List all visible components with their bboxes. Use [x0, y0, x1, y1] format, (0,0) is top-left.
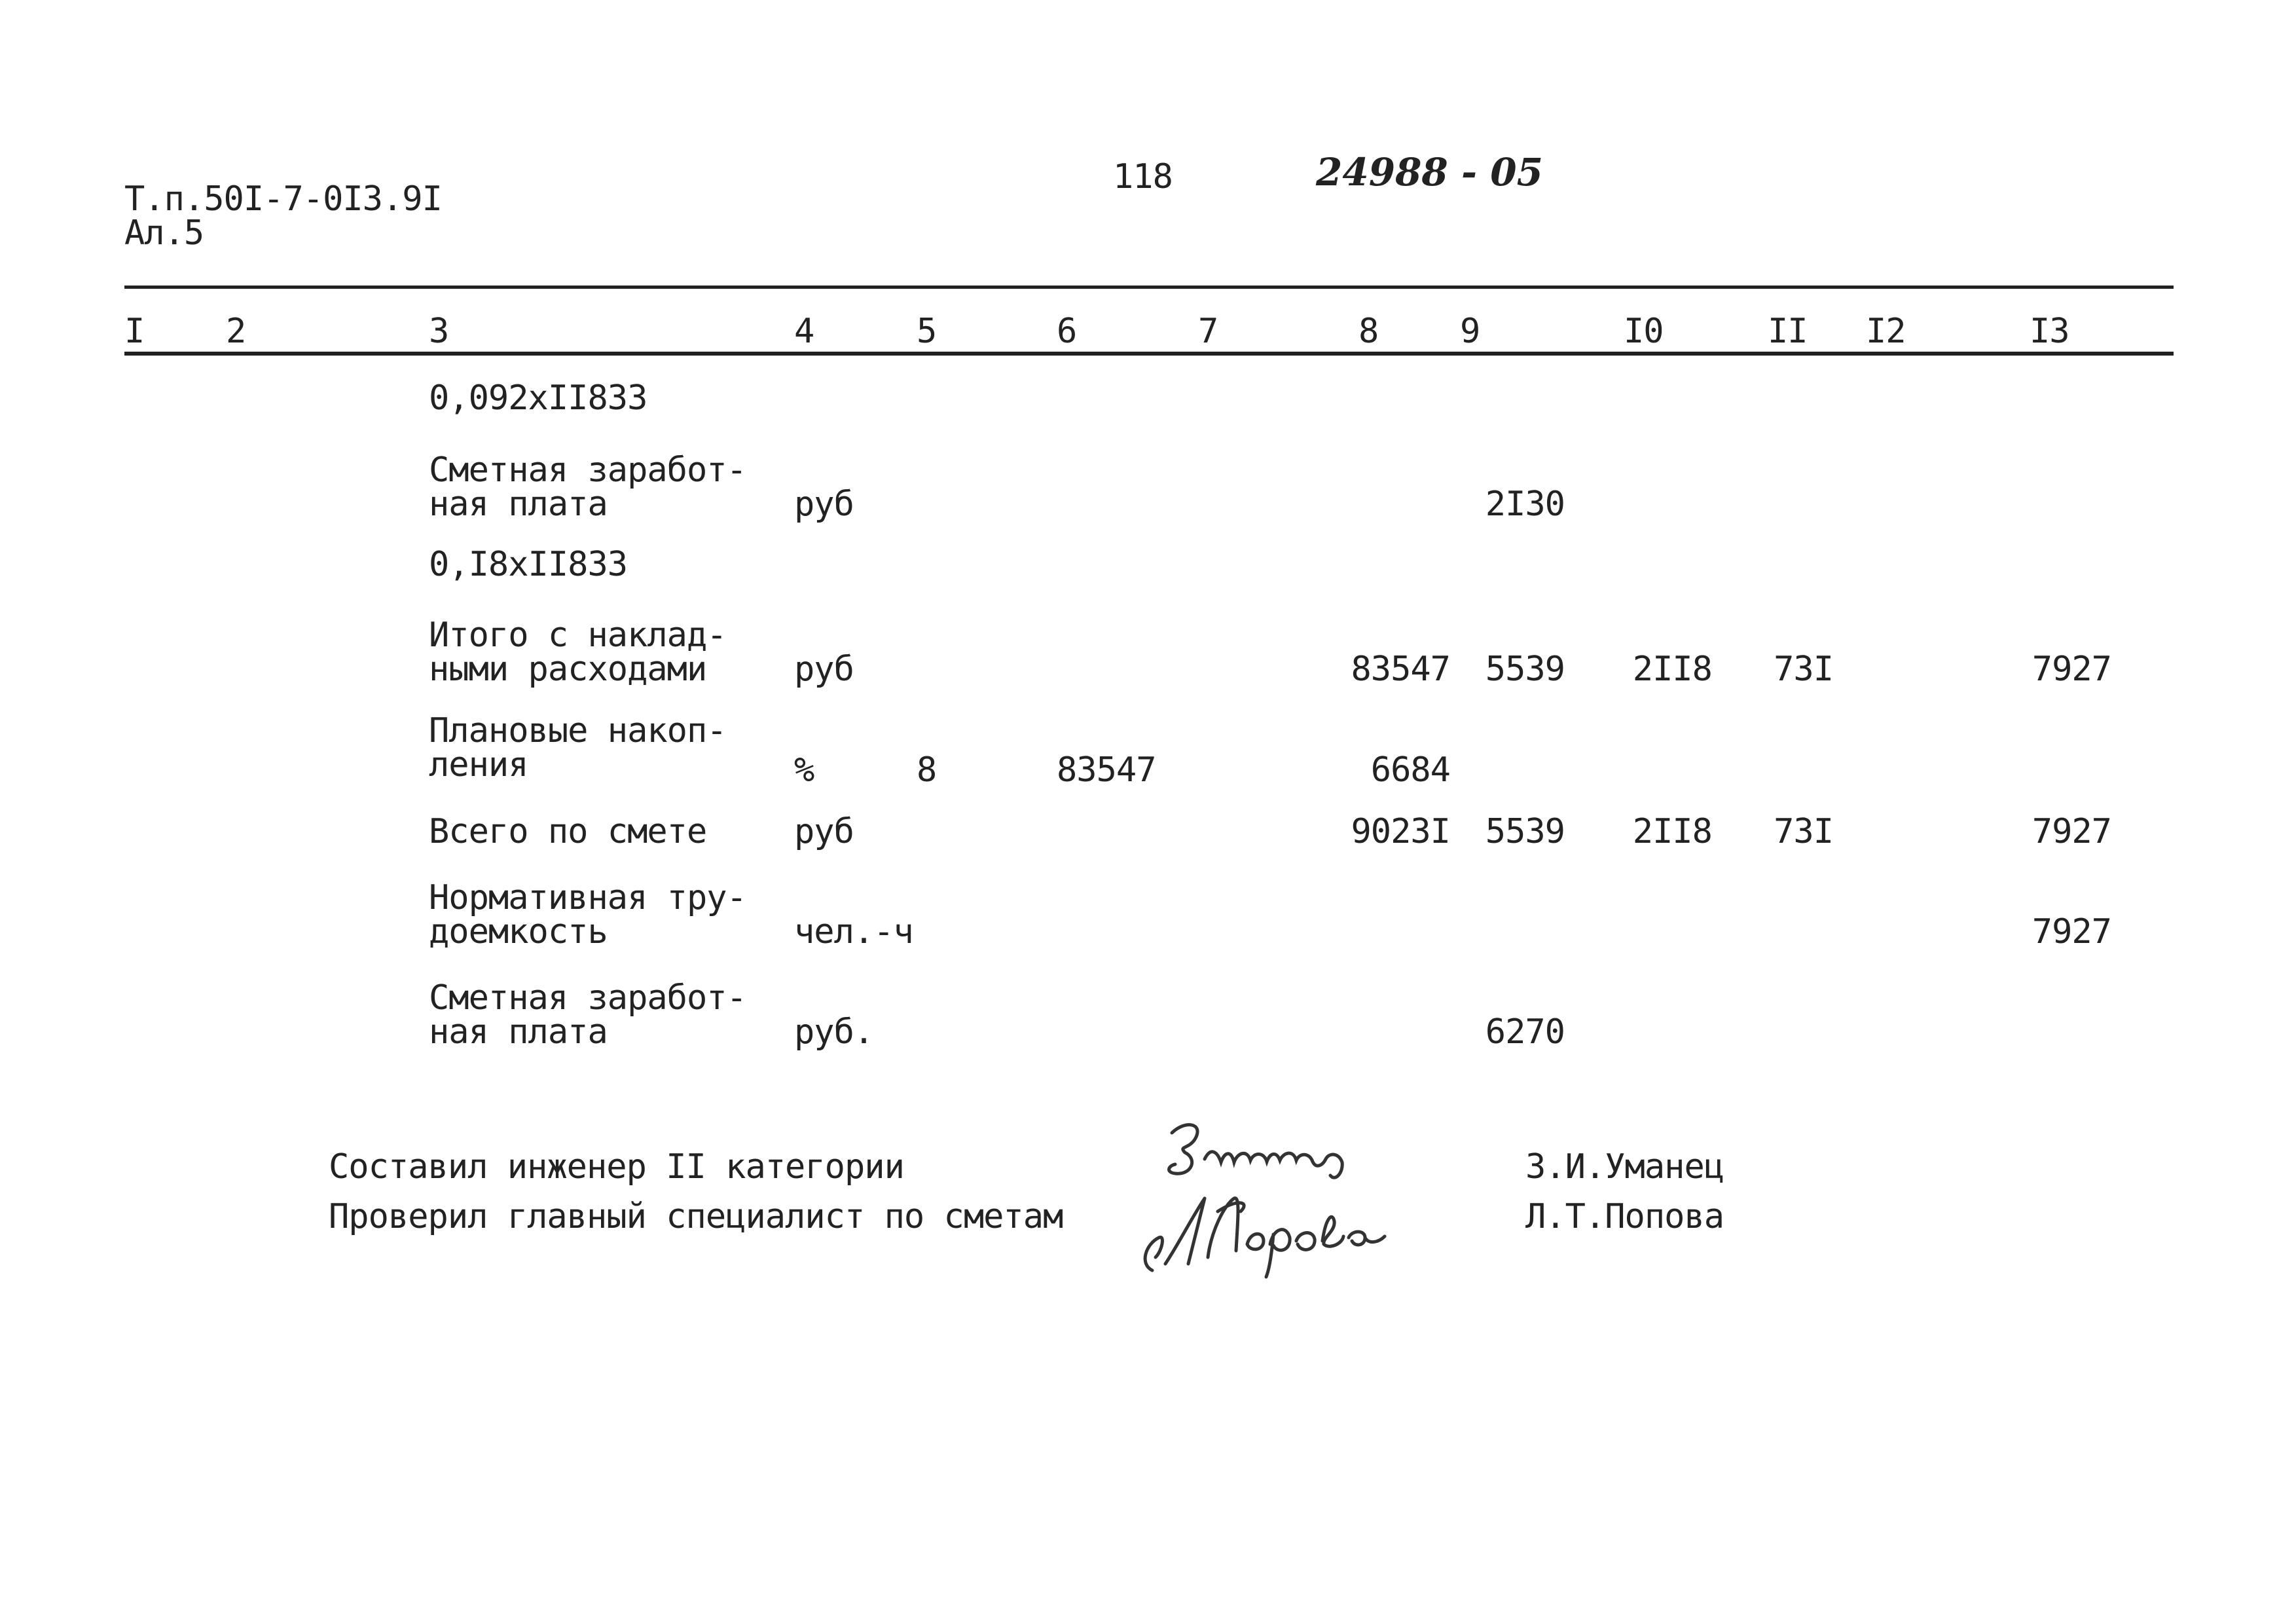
column-number: 8	[1358, 312, 1379, 351]
checked-by-label: Проверил главный специалист по сметам	[329, 1197, 1063, 1236]
row-col9: 5539	[1485, 812, 1565, 851]
row-name: ными расходами	[429, 650, 707, 689]
row-col8: 83547	[1351, 650, 1450, 689]
column-number: 2	[226, 312, 246, 351]
row-name: доемкость	[429, 912, 608, 951]
page-number: 118	[1113, 157, 1173, 196]
row-col5: 8	[917, 750, 937, 790]
row-col9: 2I30	[1485, 485, 1565, 524]
top-rule	[124, 286, 2174, 289]
checked-by-name: Л.Т.Попова	[1525, 1197, 1724, 1236]
row-name: Сметная заработ-	[429, 451, 746, 490]
column-number: 9	[1460, 312, 1480, 351]
column-number: 4	[794, 312, 814, 351]
row-unit: чел.-ч	[794, 912, 913, 951]
column-number: I3	[2030, 312, 2069, 351]
row-col9: 5539	[1485, 650, 1565, 689]
column-number: 6	[1057, 312, 1077, 351]
column-number: 5	[917, 312, 937, 351]
row-unit: руб	[794, 485, 854, 524]
project-code: Т.п.50I-7-0I3.9I	[124, 179, 442, 219]
compiled-by-label: Составил инженер II категории	[329, 1147, 904, 1187]
row-col8: 6684	[1370, 750, 1450, 790]
row-name: 0,I8xII833	[429, 545, 628, 584]
document-number: 24988 - 05	[1316, 150, 1543, 194]
row-name: Сметная заработ-	[429, 978, 746, 1018]
compiled-by-name: З.И.Уманец	[1525, 1147, 1724, 1187]
row-name: Плановые накоп-	[429, 711, 727, 750]
row-name: ная плата	[429, 1012, 608, 1052]
column-number: I0	[1624, 312, 1664, 351]
row-unit: руб.	[794, 1012, 874, 1052]
row-col8: 9023I	[1351, 812, 1450, 851]
row-name: Нормативная тру-	[429, 878, 746, 917]
row-name: Всего по смете	[429, 812, 707, 851]
row-col9: 6270	[1485, 1012, 1565, 1052]
row-col11: 73I	[1774, 812, 1833, 851]
row-name: 0,092xII833	[429, 378, 647, 418]
row-name: ная плата	[429, 485, 608, 524]
row-col13: 7927	[2032, 650, 2111, 689]
column-number: I2	[1866, 312, 1906, 351]
row-col11: 73I	[1774, 650, 1833, 689]
row-col10: 2II8	[1632, 812, 1712, 851]
row-unit: руб	[794, 812, 854, 851]
row-unit: %	[794, 750, 814, 790]
column-number: I	[124, 312, 145, 351]
row-col13: 7927	[2032, 812, 2111, 851]
signature-popova	[1126, 1172, 1414, 1283]
row-name: Итого с наклад-	[429, 616, 727, 655]
row-col10: 2II8	[1632, 650, 1712, 689]
column-number: 3	[429, 312, 449, 351]
header-rule	[124, 352, 2174, 356]
row-col6: 83547	[1057, 750, 1156, 790]
row-name: ления	[429, 745, 528, 784]
column-number: 7	[1198, 312, 1218, 351]
row-unit: руб	[794, 650, 854, 689]
album-number: Ал.5	[124, 213, 204, 253]
row-col13: 7927	[2032, 912, 2111, 951]
column-number: II	[1768, 312, 1808, 351]
